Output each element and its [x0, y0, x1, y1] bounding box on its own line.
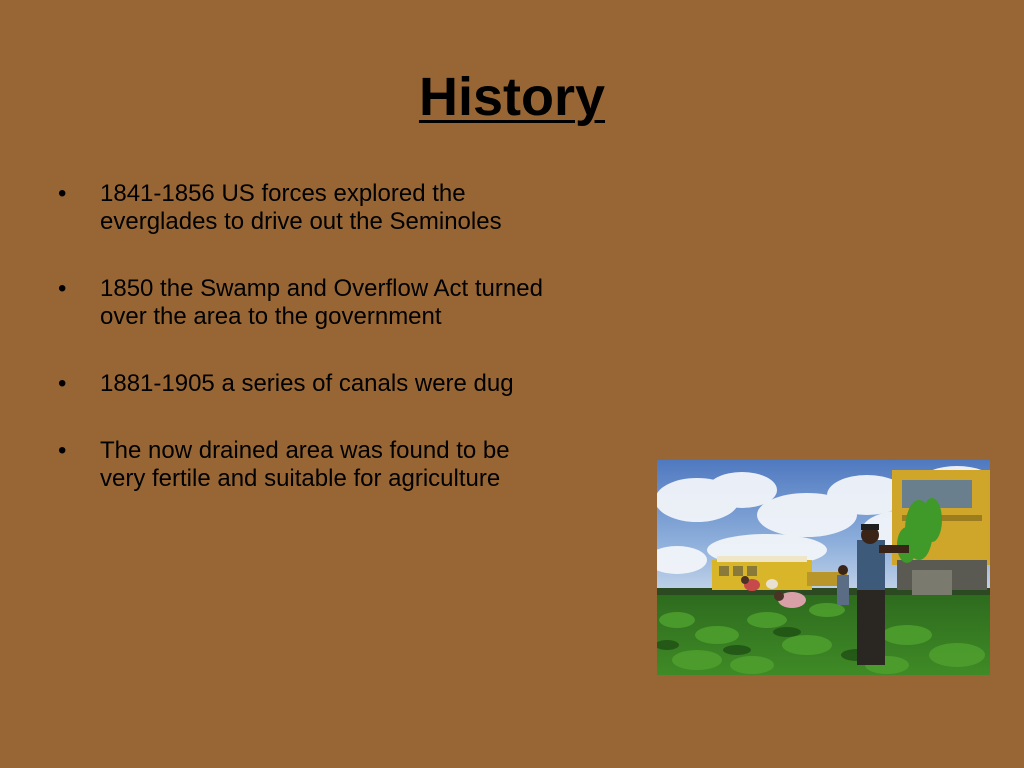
bullet-text: The now drained area was found to be very fertile and suitable for agriculture — [100, 437, 510, 492]
bullet-list — [56, 180, 546, 532]
bullet-text: 1850 the Swamp and Overflow Act turned over the area to the government — [100, 275, 543, 330]
farm-workers-photo — [657, 460, 990, 675]
bullet-item — [56, 275, 546, 331]
bullet-item — [56, 437, 546, 493]
bullet-icon: • — [58, 275, 67, 302]
bullet-icon: • — [58, 370, 67, 397]
slide-title: History — [418, 67, 606, 127]
bullet-item — [56, 370, 546, 398]
bullet-item — [56, 180, 546, 236]
bullet-text: 1881-1905 a series of canals were dug — [100, 370, 514, 397]
bullet-icon: • — [58, 437, 67, 464]
photo-illustration — [657, 460, 990, 675]
bullet-text: 1841-1856 US forces explored the everglades to drive out the Seminoles — [100, 180, 502, 235]
bullet-icon: • — [58, 180, 67, 207]
